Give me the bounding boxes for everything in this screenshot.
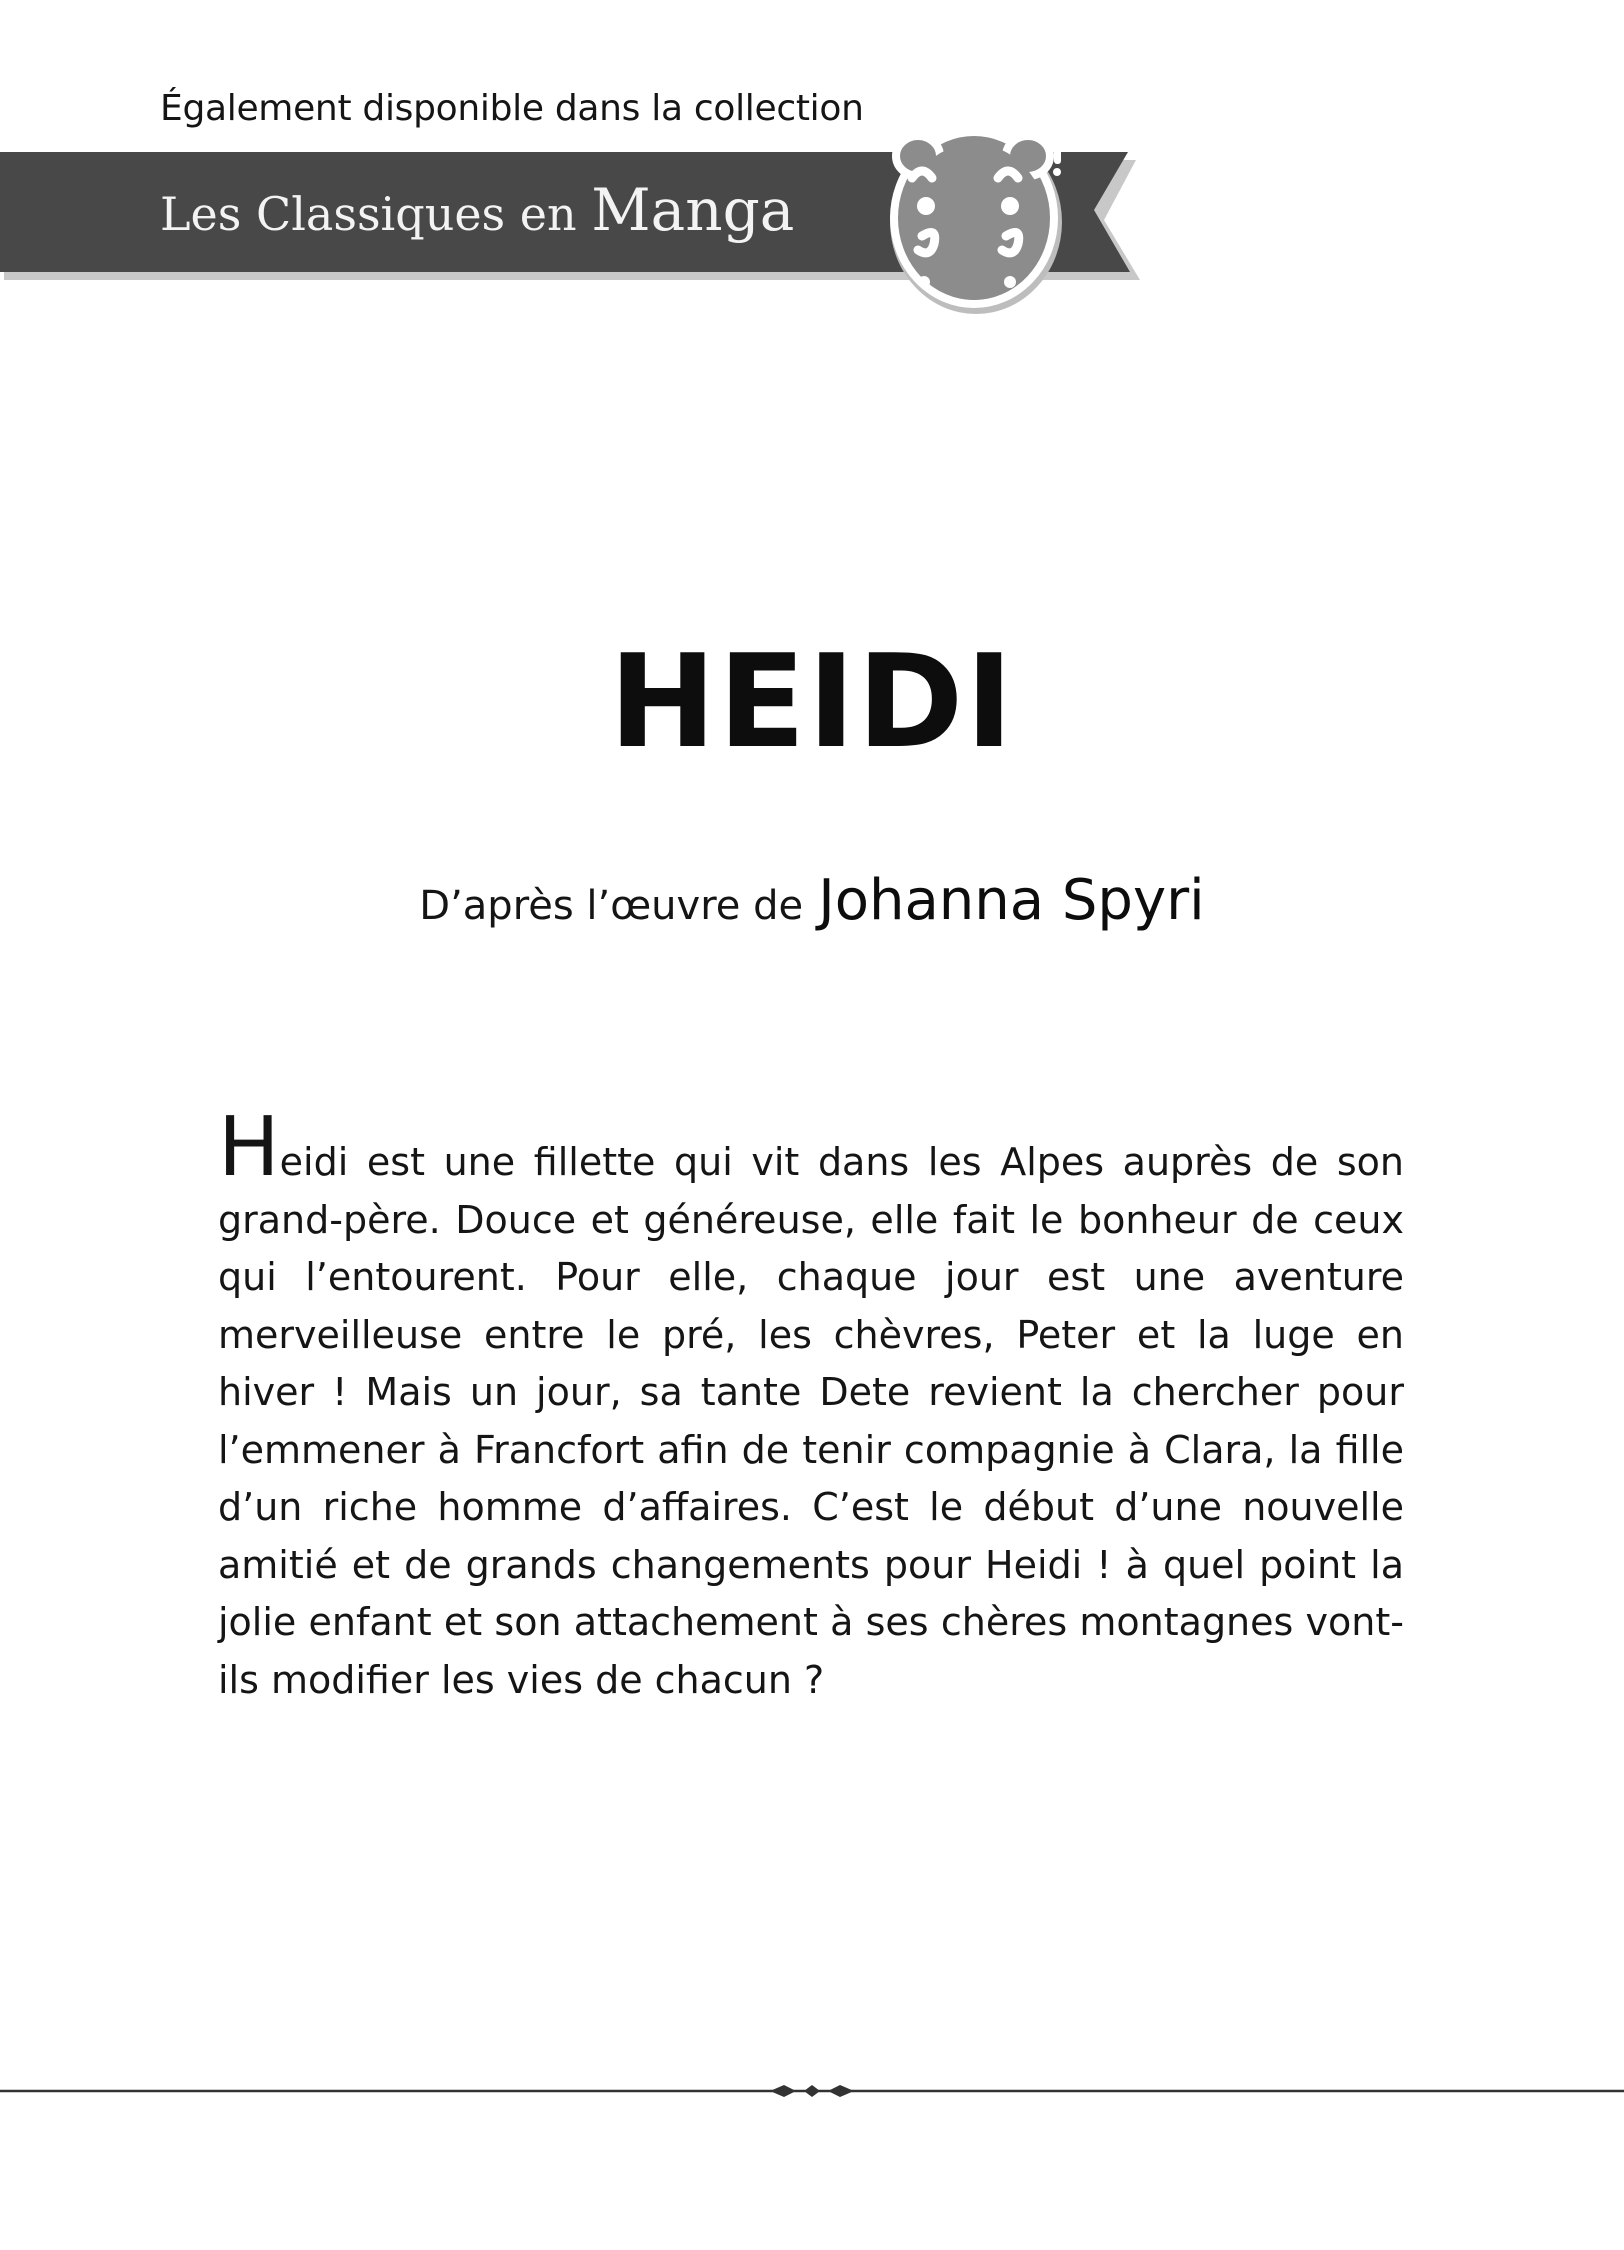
summary-text: eidi est une fillette qui vit dans les Alpes auprès de son grand-père. Douce et généreuse, elle fait le bonheur de ceux qui l’entourent. Pour elle, chaque jour est une aventure merveilleuse entre le pré, les chèvres, Peter et la luge en hiver ! Mais un jour, sa tante Dete revient la chercher pour l’emmener à Francfort afin de tenir compagnie à Clara, la fille d’un riche homme d’affaires. C’est le début d’une nouvelle amitié et de grands changements pour Heidi ! à quel point la jolie enfant et son attachement à ses chères montagnes vont-ils modifier les vies de chacun ? xyxy=(218,1140,1404,1702)
subtitle-prefix: D’après l’œuvre de xyxy=(419,883,804,929)
collection-title-prefix: Les Classiques en xyxy=(160,187,592,241)
book-title: HEIDI xyxy=(608,628,1016,777)
summary-drop-cap: H xyxy=(218,1100,280,1195)
collection-title xyxy=(160,176,794,244)
diamond-ornament-icon xyxy=(770,2085,854,2097)
availability-text: Également disponible dans la collection xyxy=(160,88,864,129)
collection-title-manga: Manga xyxy=(591,176,795,244)
bear-mascot-icon xyxy=(878,118,1078,318)
author-name: Johanna Spyri xyxy=(818,868,1205,933)
summary-paragraph xyxy=(218,1100,1404,1709)
subtitle xyxy=(0,868,1624,933)
footer-divider xyxy=(0,2076,1624,2106)
